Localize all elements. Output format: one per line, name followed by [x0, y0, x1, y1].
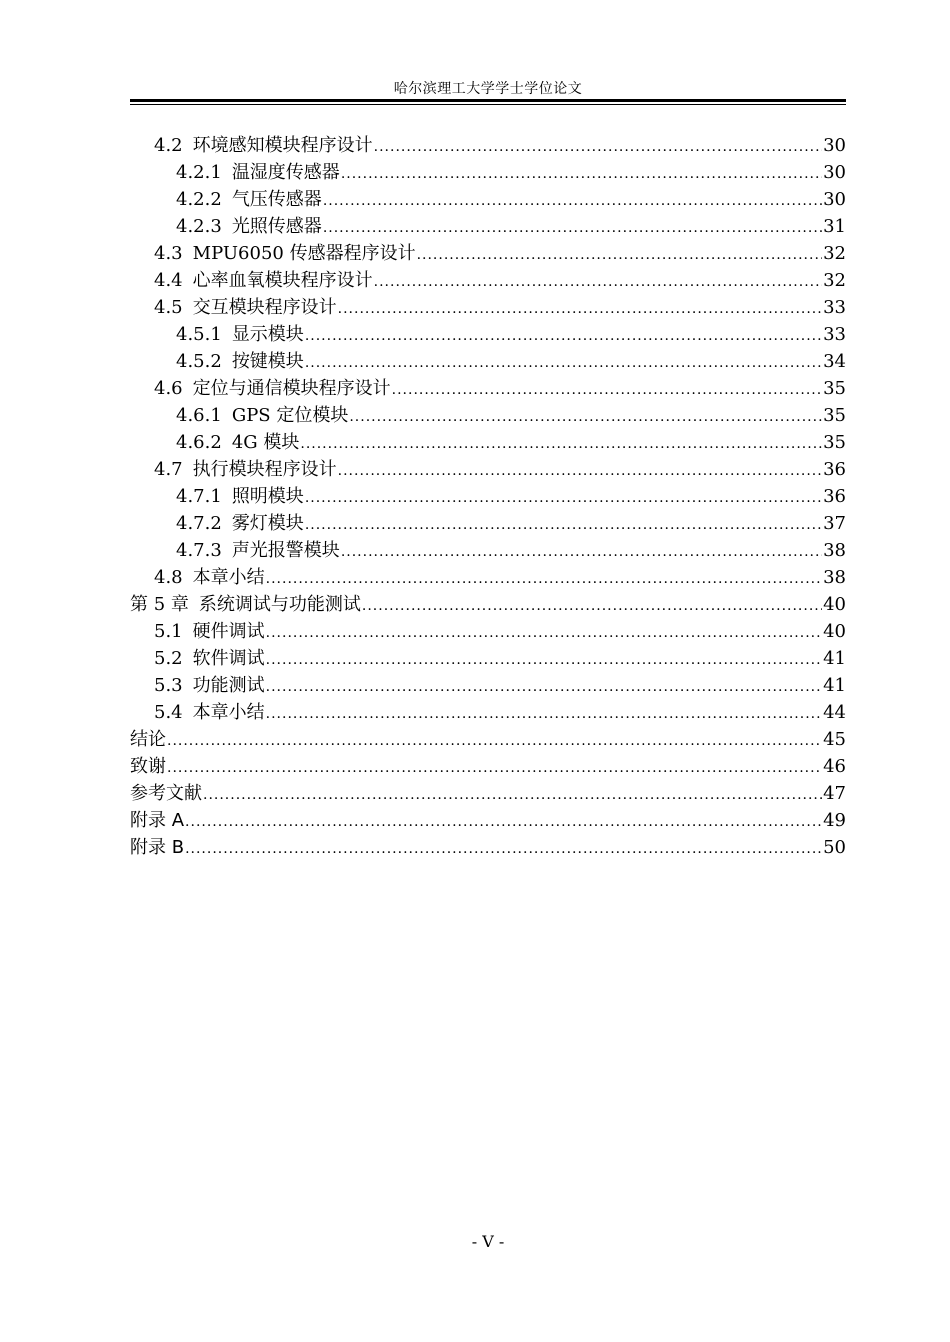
toc-entry-page: 33	[823, 297, 846, 318]
toc-entry-page: 30	[823, 162, 846, 183]
header-rule-thick	[130, 99, 846, 102]
toc-entry-title: 4G 模块	[231, 432, 300, 453]
toc-entry-number: 4.7.3	[176, 540, 222, 561]
page-header: 哈尔滨理工大学学士学位论文	[393, 81, 583, 97]
toc-entry[interactable]	[130, 159, 846, 186]
toc-entry-page: 36	[823, 459, 846, 480]
toc-entry-number: 4.4	[154, 270, 183, 291]
toc-leader-dots	[305, 323, 822, 350]
toc-entry-page: 38	[823, 567, 846, 588]
toc-entry[interactable]	[130, 321, 846, 348]
page-number: - V -	[471, 1232, 505, 1251]
toc-entry-page: 50	[823, 837, 846, 858]
toc-entry-page: 35	[823, 378, 846, 399]
toc-entry-page: 30	[823, 135, 846, 156]
toc-entry-page: 45	[823, 729, 846, 750]
toc-entry-number: 5.1	[154, 621, 183, 642]
toc-entry-title: 定位与通信模块程序设计	[192, 378, 391, 399]
toc-entry[interactable]	[130, 699, 846, 726]
toc-leader-dots	[323, 215, 822, 242]
toc-leader-dots	[167, 755, 822, 782]
toc-entry[interactable]	[130, 456, 846, 483]
toc-entry-title: 结论	[130, 729, 166, 750]
toc-entry[interactable]	[130, 348, 846, 375]
toc-entry-title: 功能测试	[192, 675, 265, 696]
toc-entry[interactable]	[130, 429, 846, 456]
toc-entry-title: GPS 定位模块	[231, 405, 349, 426]
toc-entry-number: 4.6.1	[176, 405, 222, 426]
toc-entry[interactable]	[130, 834, 846, 861]
toc-leader-dots	[362, 593, 822, 620]
toc-entry-title: 软件调试	[192, 648, 265, 669]
toc-entry-page: 30	[823, 189, 846, 210]
toc-leader-dots	[167, 728, 822, 755]
table-of-contents	[130, 132, 846, 861]
toc-entry-number: 4.2.3	[176, 216, 222, 237]
toc-entry[interactable]	[130, 564, 846, 591]
toc-entry-page: 37	[823, 513, 846, 534]
toc-entry[interactable]	[130, 213, 846, 240]
toc-leader-dots	[305, 485, 822, 512]
toc-leader-dots	[266, 566, 822, 593]
toc-leader-dots	[300, 431, 822, 458]
toc-entry-title: 交互模块程序设计	[192, 297, 337, 318]
toc-leader-dots	[392, 377, 822, 404]
toc-leader-dots	[305, 350, 822, 377]
toc-entry-title: 硬件调试	[192, 621, 265, 642]
toc-entry-page: 44	[823, 702, 846, 723]
toc-entry-page: 40	[823, 621, 846, 642]
toc-leader-dots	[266, 620, 822, 647]
toc-entry[interactable]	[130, 807, 846, 834]
toc-entry-title: 致谢	[130, 756, 166, 777]
toc-leader-dots	[305, 512, 822, 539]
toc-entry-page: 41	[823, 648, 846, 669]
toc-leader-dots	[185, 836, 822, 863]
toc-entry[interactable]	[130, 618, 846, 645]
toc-entry[interactable]	[130, 591, 846, 618]
toc-leader-dots	[266, 647, 822, 674]
toc-entry-page: 35	[823, 405, 846, 426]
toc-entry[interactable]	[130, 186, 846, 213]
toc-entry[interactable]	[130, 726, 846, 753]
toc-entry-title: 参考文献	[130, 783, 202, 804]
toc-entry[interactable]	[130, 483, 846, 510]
toc-entry[interactable]	[130, 267, 846, 294]
toc-entry-page: 41	[823, 675, 846, 696]
toc-entry[interactable]	[130, 753, 846, 780]
toc-entry-title: 附录 B	[130, 837, 185, 858]
toc-entry-title: 雾灯模块	[231, 513, 304, 534]
toc-entry-page: 33	[823, 324, 846, 345]
toc-entry-title: 本章小结	[192, 702, 265, 723]
toc-entry-title: MPU6050 传感器程序设计	[192, 243, 416, 264]
toc-entry-page: 32	[823, 270, 846, 291]
toc-entry-page: 31	[823, 216, 846, 237]
toc-entry-number: 5.3	[154, 675, 183, 696]
toc-entry-number: 4.6.2	[176, 432, 222, 453]
toc-entry-number: 4.5	[154, 297, 183, 318]
toc-entry-number: 4.5.1	[176, 324, 222, 345]
toc-entry-number: 4.8	[154, 567, 183, 588]
toc-entry-page: 38	[823, 540, 846, 561]
toc-leader-dots	[266, 701, 822, 728]
toc-leader-dots	[341, 161, 822, 188]
toc-leader-dots	[203, 782, 822, 809]
toc-entry[interactable]	[130, 375, 846, 402]
toc-entry[interactable]	[130, 780, 846, 807]
toc-entry[interactable]	[130, 294, 846, 321]
toc-entry-number: 4.2.1	[176, 162, 222, 183]
toc-entry-number: 4.7.1	[176, 486, 222, 507]
toc-entry[interactable]	[130, 132, 846, 159]
toc-entry[interactable]	[130, 510, 846, 537]
toc-entry[interactable]	[130, 672, 846, 699]
toc-entry-page: 32	[823, 243, 846, 264]
toc-entry-title: 声光报警模块	[231, 540, 340, 561]
toc-leader-dots	[185, 809, 822, 836]
toc-leader-dots	[338, 458, 822, 485]
toc-entry-title: 系统调试与功能测试	[198, 594, 361, 615]
toc-entry-page: 47	[823, 783, 846, 804]
toc-entry-title: 光照传感器	[231, 216, 322, 237]
toc-entry-number: 4.3	[154, 243, 183, 264]
toc-leader-dots	[323, 188, 822, 215]
toc-leader-dots	[349, 404, 822, 431]
toc-entry-page: 35	[823, 432, 846, 453]
toc-entry-number: 4.7	[154, 459, 183, 480]
toc-entry-number: 4.5.2	[176, 351, 222, 372]
toc-entry-title: 照明模块	[231, 486, 304, 507]
toc-entry-number: 5.4	[154, 702, 183, 723]
toc-entry-title: 本章小结	[192, 567, 265, 588]
toc-leader-dots	[374, 269, 822, 296]
toc-entry[interactable]	[130, 402, 846, 429]
toc-entry-number: 5.2	[154, 648, 183, 669]
toc-entry[interactable]	[130, 645, 846, 672]
toc-leader-dots	[266, 674, 822, 701]
toc-leader-dots	[338, 296, 822, 323]
toc-entry-title: 温湿度传感器	[231, 162, 340, 183]
toc-entry-page: 40	[823, 594, 846, 615]
toc-entry-title: 附录 A	[130, 810, 185, 831]
toc-entry-number: 第 5 章	[130, 594, 189, 615]
toc-entry-page: 46	[823, 756, 846, 777]
toc-leader-dots	[417, 242, 823, 269]
toc-entry[interactable]	[130, 537, 846, 564]
toc-entry-title: 按键模块	[231, 351, 304, 372]
header-rule-thin	[130, 104, 846, 105]
toc-entry-title: 执行模块程序设计	[192, 459, 337, 480]
toc-entry-page: 36	[823, 486, 846, 507]
toc-entry-title: 环境感知模块程序设计	[192, 135, 373, 156]
toc-entry-page: 49	[823, 810, 846, 831]
toc-entry-title: 气压传感器	[231, 189, 322, 210]
toc-entry-number: 4.2.2	[176, 189, 222, 210]
toc-entry-title: 显示模块	[231, 324, 304, 345]
toc-entry-number: 4.2	[154, 135, 183, 156]
toc-entry-number: 4.6	[154, 378, 183, 399]
toc-entry-number: 4.7.2	[176, 513, 222, 534]
toc-leader-dots	[341, 539, 822, 566]
toc-entry[interactable]	[130, 240, 846, 267]
toc-entry-page: 34	[823, 351, 846, 372]
toc-entry-title: 心率血氧模块程序设计	[192, 270, 373, 291]
toc-leader-dots	[374, 134, 822, 161]
